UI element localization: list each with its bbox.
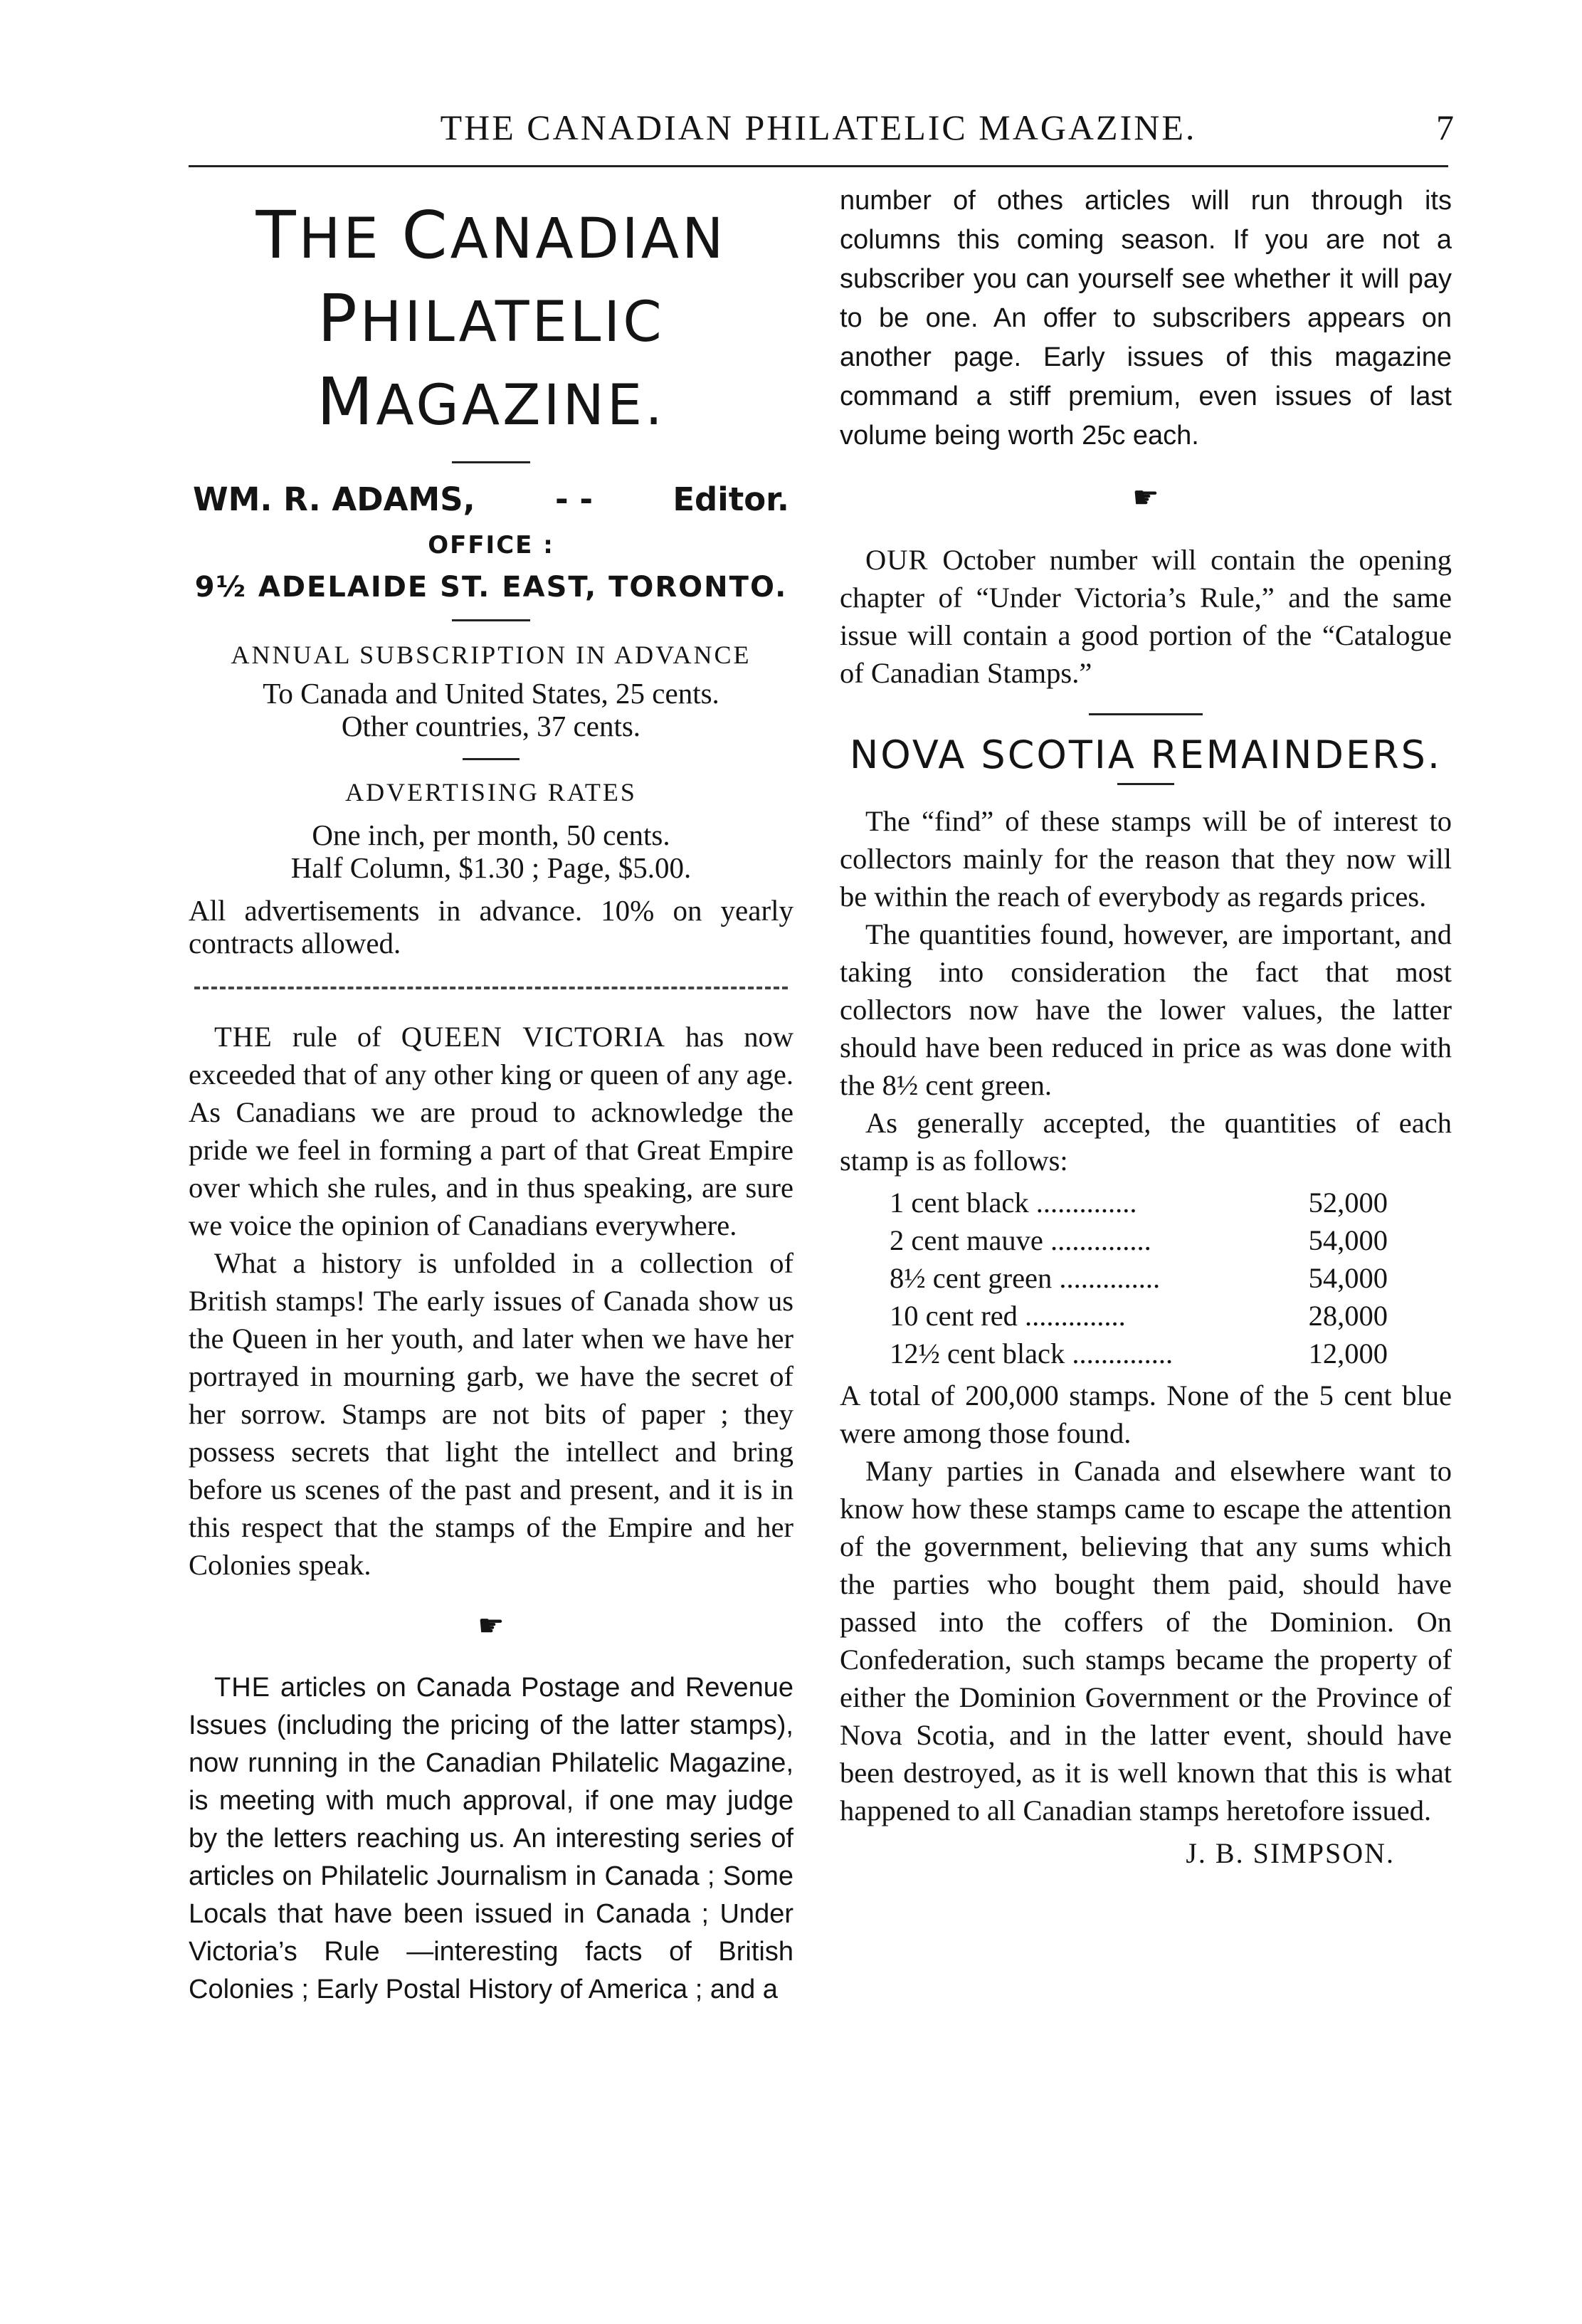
articles-paragraph (189, 1669, 793, 2009)
lead-word: THE (214, 1021, 273, 1053)
table-row (890, 1259, 1388, 1297)
title-word: ANADIAN (450, 207, 727, 271)
queen-name: QUEEN VICTORIA (401, 1021, 666, 1053)
title-initial: T (255, 197, 299, 273)
masthead-title (189, 196, 793, 446)
nova-paragraph: A total of 200,000 stamps. None of the 5 cent blue were among those found. (840, 1379, 1452, 1449)
advertising-line: All advertisements in advance. 10% on yearly contracts allowed. (189, 894, 793, 959)
office-address: 9½ ADELAIDE ST. EAST, TORONTO. (194, 571, 788, 604)
paragraph-text: articles on Canada Postage and Revenue Issues (including the pricing of the latter stamps), now running in the Canadian Philatelic Magazine, is meeting with much approval, if one may judge by the letters reaching us. An interesting series of articles on Philatelic Journalism in Canada ; Some Locals that have been issued in Canada ; Under Victoria’s Rule —interesting facts of British Colonies ; Early Postal History of America ; and a (189, 1673, 793, 2004)
paragraph-text: October number will contain the opening chapter of “Under Victoria’s Rule,” and the same issue will contain a good portion of the “Catalogue of Canadian Stamps.” (840, 544, 1452, 689)
nova-paragraph: As generally accepted, the quantities of each stamp is as follows: (840, 1107, 1452, 1177)
subscription-line: To Canada and United States, 25 cents. (263, 677, 719, 710)
table-row (890, 1335, 1388, 1372)
table-row (890, 1221, 1388, 1259)
title-initial: P (317, 280, 360, 357)
subscription-rule (463, 758, 520, 760)
nova-paragraph: The “find” of these stamps will be of interest to collectors mainly for the reason that they now will be within the reach of everybody as regards prices. (840, 805, 1452, 913)
stamp-quantity: 54,000 (1308, 1262, 1388, 1294)
hand-ornament-icon: ☛ (1132, 482, 1159, 515)
header-rule (189, 165, 1448, 167)
advertising-heading: ADVERTISING RATES (345, 778, 637, 806)
articles-continued-paragraph: number of othes articles will run through its columns this coming season. If you are not a subscriber you can yourself see whether it will pay to be one. An offer to subscribers appears on another page. Early issues of this magazine command a stiff premium, even issues of last volume being worth 25c each. (840, 186, 1452, 451)
subscription-line: Other countries, 37 cents. (341, 710, 641, 742)
editor-dashes: - - (555, 480, 594, 518)
nova-paragraph: The quantities found, however, are important, and taking into consideration the fact that most collectors now have the lower values, the latter should have been reduced in price as was done with the 8½ cent green. (840, 918, 1452, 1101)
october-paragraph (840, 541, 1452, 692)
title-word: HILATELIC (359, 290, 665, 354)
page-number: 7 (1436, 107, 1454, 147)
stamp-quantity: 12,000 (1308, 1337, 1388, 1369)
stamp-quantity: 52,000 (1308, 1187, 1388, 1219)
table-row (890, 1184, 1388, 1221)
advertising-line: Half Column, $1.30 ; Page, $5.00. (290, 851, 692, 884)
masthead-title-line1 (189, 196, 793, 279)
advertising-line: One inch, per month, 50 cents. (312, 819, 670, 851)
left-column (189, 182, 793, 2009)
nova-scotia-title: NOVA SCOTIA REMAINDERS. (849, 732, 1443, 777)
editor-line (189, 480, 793, 518)
lead-word: OUR (865, 544, 929, 576)
stamp-item: 8½ cent green .............. (890, 1262, 1161, 1294)
title-rule (1117, 783, 1174, 785)
lead-word: THE (214, 1673, 270, 1703)
nova-paragraph: Many parties in Canada and elsewhere want to know how these stamps came to escape the attention of the government, believing that any sums which the parties who bought them paid, should have passed into the coffers of the Dominion. On Confederation, such stamps became the property of either the Dominion Government or the Province of Nova Scotia, and in the latter event, should have been destroyed, as it is well known that this is what happened to all Canadian stamps heretofore issued. (840, 1455, 1452, 1826)
masthead-rule (452, 461, 530, 463)
office-label: OFFICE : (428, 531, 554, 559)
editor-name: WM. R. ADAMS, (193, 480, 475, 518)
queen-victoria-paragraph (189, 1018, 793, 1244)
section-rule (1089, 713, 1203, 715)
stamp-item: 1 cent black .............. (890, 1187, 1137, 1219)
stamp-quantity: 28,000 (1308, 1300, 1388, 1332)
title-word: HE (298, 207, 402, 271)
stamp-item: 12½ cent black .............. (890, 1337, 1174, 1369)
quantities-table (890, 1184, 1388, 1372)
editor-role: Editor. (673, 480, 789, 518)
stamp-quantity: 54,000 (1308, 1224, 1388, 1256)
title-initial: C (401, 197, 450, 273)
stamp-item: 2 cent mauve .............. (890, 1224, 1151, 1256)
author-signature: J. B. SIMPSON. (1186, 1837, 1395, 1869)
running-head: THE CANADIAN PHILATELIC MAGAZINE. (440, 107, 1197, 147)
paragraph-text: has now exceeded that of any other king or queen of any age. As Canadians we are proud to acknowledge the pride we feel in forming a part of that Great Empire over which she rules, and in thus speaking, are sure we voice the opinion of Canadians everywhere. (189, 1021, 793, 1241)
masthead-title-line2 (189, 279, 793, 446)
paragraph-text: rule of (272, 1021, 401, 1053)
section-divider (194, 987, 788, 989)
address-rule (452, 619, 530, 621)
stamp-item: 10 cent red .............. (890, 1300, 1126, 1332)
table-row (890, 1297, 1388, 1335)
right-column (840, 182, 1452, 1870)
hand-ornament-icon: ☛ (478, 1610, 505, 1643)
title-initial: M (316, 364, 376, 440)
history-paragraph: What a history is unfolded in a collection of British stamps! The early issues of Canada show us the Queen in her youth, and later when we have her portrayed in mourning garb, we have the secret of her sorrow. Stamps are not bits of paper ; they possess secrets that light the intellect and bring before us scenes of the past and present, and it is in this respect that the stamps of the Empire and her Colonies speak. (189, 1247, 793, 1581)
title-word: AGAZINE. (376, 374, 666, 438)
subscription-heading: ANNUAL SUBSCRIPTION IN ADVANCE (231, 641, 752, 669)
